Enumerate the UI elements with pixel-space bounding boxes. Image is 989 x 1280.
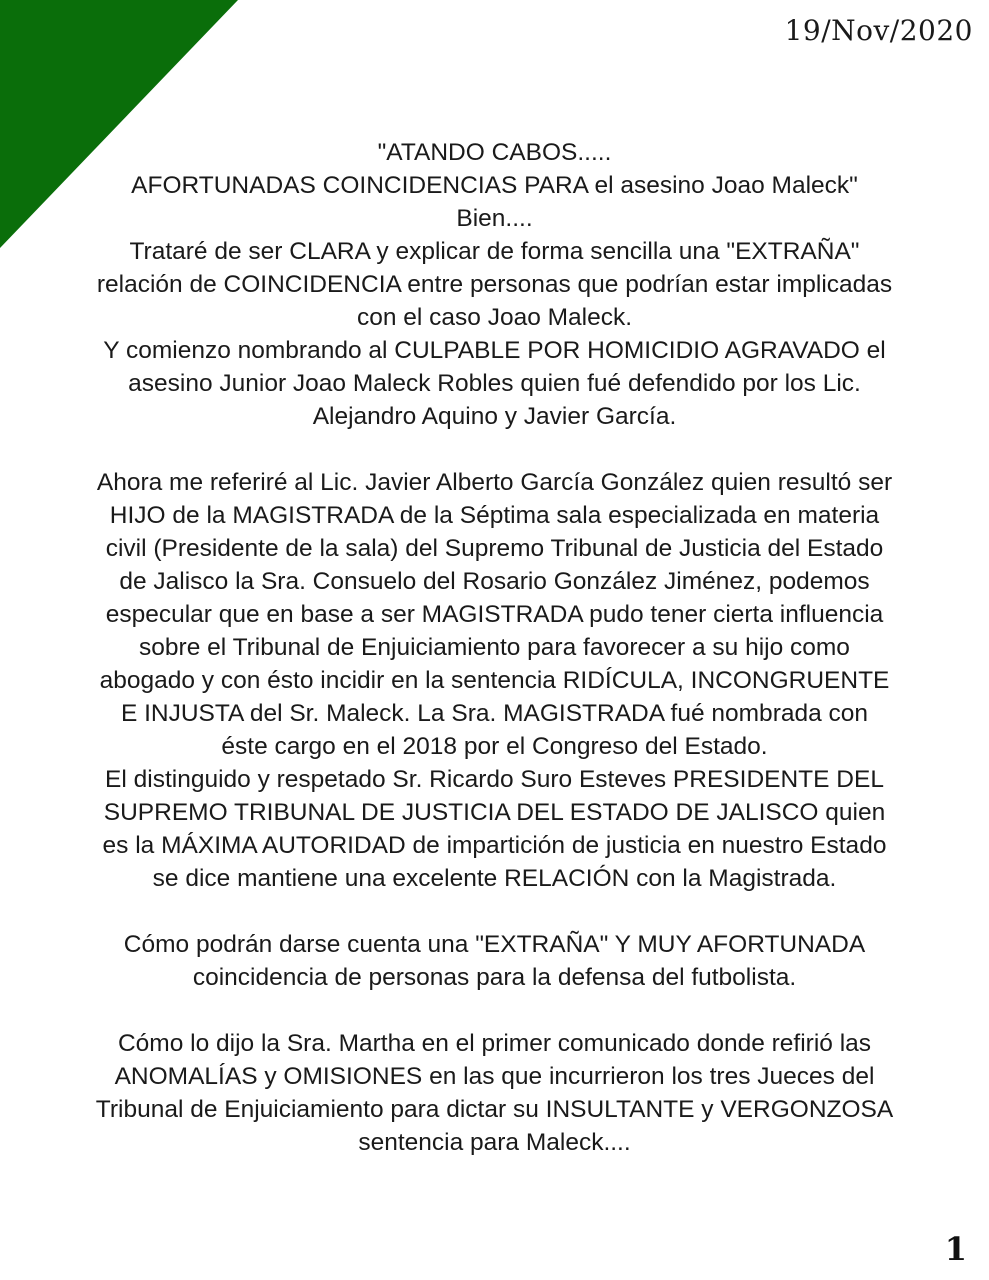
text-line: es la MÁXIMA AUTORIDAD de impartición de justicia en nuestro Estado [102,832,887,859]
text-line: sobre el Tribunal de Enjuiciamiento para favorecer a su hijo como [139,634,850,661]
paragraph-coincidencia [30,928,959,994]
text-line: HIJO de la MAGISTRADA de la Séptima sala especializada en materia [109,502,880,529]
text-line: Cómo podrán darse cuenta una "EXTRAÑA" Y MUY AFORTUNADA [123,931,866,958]
text-line: éste cargo en el 2018 por el Congreso del Estado. [221,733,768,760]
text-line: se dice mantiene una excelente RELACIÓN con la Magistrada. [152,865,837,892]
text-line: SUPREMO TRIBUNAL DE JUSTICIA DEL ESTADO DE JALISCO quien [103,799,886,826]
text-line: "ATANDO CABOS..... [377,139,612,166]
paragraph-comunicado [30,1027,959,1159]
text-line: ANOMALÍAS y OMISIONES en las que incurrieron los tres Jueces del [114,1063,875,1090]
text-line: sentencia para Maleck.... [358,1129,631,1156]
paragraph-magistrada [30,466,959,895]
paragraph-gap [30,994,959,1027]
text-line: Alejandro Aquino y Javier García. [312,403,677,430]
page-number: 1 [944,1230,967,1268]
document-body [30,136,959,1159]
text-line: con el caso Joao Maleck. [356,304,633,331]
text-line: asesino Junior Joao Maleck Robles quien fué defendido por los Lic. [128,370,861,397]
text-line: especular que en base a ser MAGISTRADA pudo tener cierta influencia [105,601,884,628]
text-line: Tribunal de Enjuiciamiento para dictar su INSULTANTE y VERGONZOSA [95,1096,894,1123]
text-line: Cómo lo dijo la Sra. Martha en el primer comunicado donde refirió las [117,1030,872,1057]
text-line: relación de COINCIDENCIA entre personas que podrían estar implicadas [96,271,893,298]
text-line: Bien.... [456,205,533,232]
text-line: Ahora me referiré al Lic. Javier Alberto García González quien resultó ser [96,469,893,496]
paragraph-intro [30,136,959,433]
document-date: 19/Nov/2020 [784,14,973,47]
text-line: El distinguido y respetado Sr. Ricardo Suro Esteves PRESIDENTE DEL [105,766,884,793]
text-line: AFORTUNADAS COINCIDENCIAS PARA el asesino Joao Maleck" [131,172,858,199]
text-line: abogado y con ésto incidir en la sentencia RIDÍCULA, INCONGRUENTE [99,667,890,694]
text-line: Y comienzo nombrando al CULPABLE POR HOMICIDIO AGRAVADO el [103,337,886,364]
text-line: de Jalisco la Sra. Consuelo del Rosario González Jiménez, podemos [119,568,870,595]
text-line: civil (Presidente de la sala) del Supremo Tribunal de Justicia del Estado [105,535,884,562]
text-line: coincidencia de personas para la defensa del futbolista. [192,964,797,991]
text-line: Trataré de ser CLARA y explicar de forma sencilla una "EXTRAÑA" [129,238,860,265]
paragraph-gap [30,895,959,928]
text-line: E INJUSTA del Sr. Maleck. La Sra. MAGISTRADA fué nombrada con [120,700,869,727]
paragraph-gap [30,433,959,466]
